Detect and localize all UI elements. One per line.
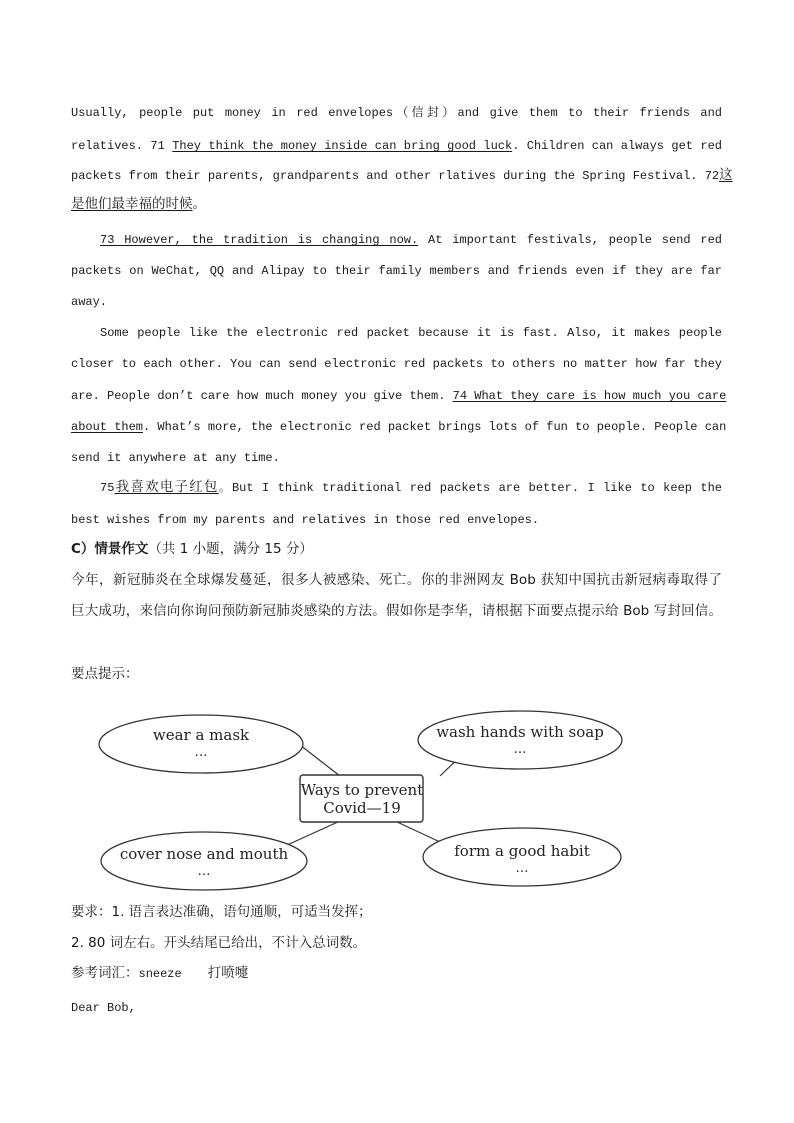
passage-line: send it anywhere at any time. (71, 451, 280, 465)
passage-line: closer to each other. You can send electronic red packets to others no matter how far they (71, 357, 722, 371)
answer-75-underlined: 我喜欢电子红包 (114, 479, 219, 495)
writing-prompt-line: 巨大成功，来信向你询问预防新冠肺炎感染的方法。假如你是李华，请根据下面要点提示给 Bob 写封回信。 (71, 603, 722, 619)
passage-line: packets from their parents, grandparents and other rlatives during the Spring Festival. 72这 (71, 167, 733, 183)
answer-72-underlined: 是他们最幸福的时候 (71, 196, 193, 212)
answer-74-underlined: 74 What they care is how much you care (452, 389, 727, 403)
passage-line: Usually, people put money in red envelopes（信封）and give them to their friends and (71, 106, 722, 120)
node-label: form a good habit (454, 842, 590, 860)
node-ellipsis: … (194, 745, 208, 760)
requirement-2: 2. 80 词左右。开头结尾已给出，不计入总词数。 (71, 935, 367, 951)
requirement-1: 要求：1. 语言表达准确，语句通顺，可适当发挥； (71, 904, 372, 920)
letter-greeting: Dear Bob, (71, 1001, 136, 1015)
passage-line: 75我喜欢电子红包。But I think traditional red packets are better. I like to keep the (100, 479, 723, 495)
passage-line: are. People don’t care how much money you give them. 74 What they care is how much you care (71, 389, 727, 403)
passage-line: best wishes from my parents and relatives in those red envelopes. (71, 513, 540, 527)
vocab-chinese: 打喷嚏 (207, 965, 249, 981)
center-label-line2: Covid—19 (323, 799, 401, 817)
answer-74-underlined: about them (71, 420, 144, 434)
connector-line (300, 745, 340, 776)
vocab-line: 参考词汇：sneeze 打喷嚏 (71, 965, 249, 981)
node-label: wash hands with soap (436, 723, 604, 741)
passage-line: 73 However, the tradition is changing now. At important festivals, people send red (100, 233, 722, 247)
connector-line (395, 821, 440, 842)
node-ellipsis: … (513, 742, 527, 757)
passage-line: relatives. 71 They think the money inside can bring good luck. Children can always get red (71, 139, 722, 153)
node-label: cover nose and mouth (119, 845, 289, 863)
node-top-right (418, 711, 622, 769)
writing-prompt-line: 今年，新冠肺炎在全球爆发蔓延，很多人被感染、死亡。你的非洲网友 Bob 获知中国抗击新冠病毒取得了 (71, 572, 722, 588)
node-bottom-left (101, 832, 307, 890)
passage-line: about them. What’s more, the electronic red packet brings lots of fun to people. People can (71, 420, 727, 434)
passage-line: Some people like the electronic red packet because it is fast. Also, it makes people (100, 326, 722, 340)
passage-line: away. (71, 295, 108, 309)
connector-line (285, 821, 340, 846)
answer-73-underlined: 73 However, the tradition is changing now. (100, 233, 419, 247)
node-top-left (99, 715, 303, 773)
mind-map-diagram (90, 700, 640, 900)
node-center (300, 775, 423, 822)
passage-line: 是他们最幸福的时候。 (71, 196, 206, 212)
vocab-english: sneeze (138, 967, 182, 981)
passage-line: packets on WeChat, QQ and Alipay to their family members and friends even if they are far (71, 264, 722, 278)
node-ellipsis: … (197, 864, 211, 879)
answer-72-underlined: 这 (719, 167, 733, 183)
node-bottom-right (423, 828, 621, 886)
node-label: wear a mask (152, 726, 250, 744)
node-ellipsis: … (515, 861, 529, 876)
section-heading: C）情景作文（共 1 小题，满分 15 分） (71, 541, 313, 557)
hints-label: 要点提示： (71, 666, 139, 682)
center-label-line1: Ways to prevent (300, 781, 424, 799)
answer-71-underlined: They think the money inside can bring good luck (172, 139, 513, 153)
